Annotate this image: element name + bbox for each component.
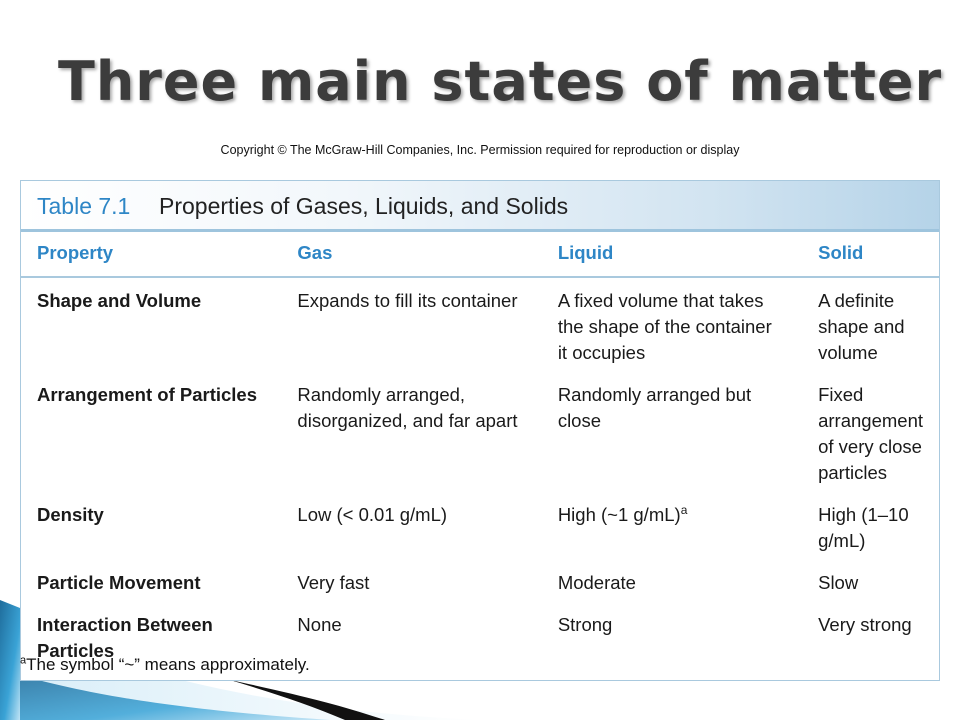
footnote-marker: a <box>680 502 688 517</box>
footnote-marker: a <box>20 654 27 667</box>
gas-cell: Very fast <box>297 572 370 593</box>
gas-cell: Randomly arranged, disorganized, and far apart <box>297 384 518 431</box>
gas-cell: Low (< 0.01 g/mL) <box>297 504 448 525</box>
table-caption: Properties of Gases, Liquids, and Solids <box>159 193 569 219</box>
footnote-text: The symbol “~” means approximately. <box>26 655 310 674</box>
gas-cell: Expands to fill its container <box>297 290 518 311</box>
properties-table <box>20 180 940 681</box>
column-header-property: Property <box>21 232 281 277</box>
liquid-cell: A fixed volume that takes the shape of the container it occupies <box>557 290 772 363</box>
solid-cell: A definite shape and volume <box>818 290 905 363</box>
liquid-cell: Strong <box>557 614 613 635</box>
header-row <box>21 232 939 277</box>
liquid-density-text: High (~1 g/mL) <box>557 504 681 525</box>
column-header-liquid: Liquid <box>542 232 802 277</box>
liquid-cell <box>542 494 802 562</box>
property-cell: Arrangement of Particles <box>37 384 258 405</box>
column-header-solid: Solid <box>802 232 939 277</box>
table-row <box>21 494 939 562</box>
table-footnote <box>20 655 310 675</box>
blue-swoosh <box>0 600 20 720</box>
table-title-bar <box>21 181 939 232</box>
solid-cell: Slow <box>818 572 859 593</box>
liquid-cell: Randomly arranged but close <box>557 384 752 431</box>
table-row <box>21 374 939 494</box>
solid-cell: Fixed arrangement of very close particles <box>818 384 924 483</box>
solid-cell: Very strong <box>818 614 912 635</box>
liquid-cell: Moderate <box>557 572 636 593</box>
solid-cell: High (1–10 g/mL) <box>818 504 909 551</box>
property-cell: Interaction Between Particles <box>37 614 213 661</box>
property-cell: Particle Movement <box>37 572 201 593</box>
properties-grid <box>21 232 939 672</box>
property-cell: Shape and Volume <box>37 290 202 311</box>
table-row <box>21 562 939 604</box>
column-header-gas: Gas <box>281 232 541 277</box>
slide-title: Three main states of matter <box>58 50 943 113</box>
table-number: Table 7.1 <box>37 193 131 219</box>
table-row <box>21 277 939 374</box>
copyright-notice: Copyright © The McGraw-Hill Companies, Inc. Permission required for reproduction or display <box>220 143 740 157</box>
gas-cell: None <box>297 614 342 635</box>
property-cell: Density <box>37 504 104 525</box>
